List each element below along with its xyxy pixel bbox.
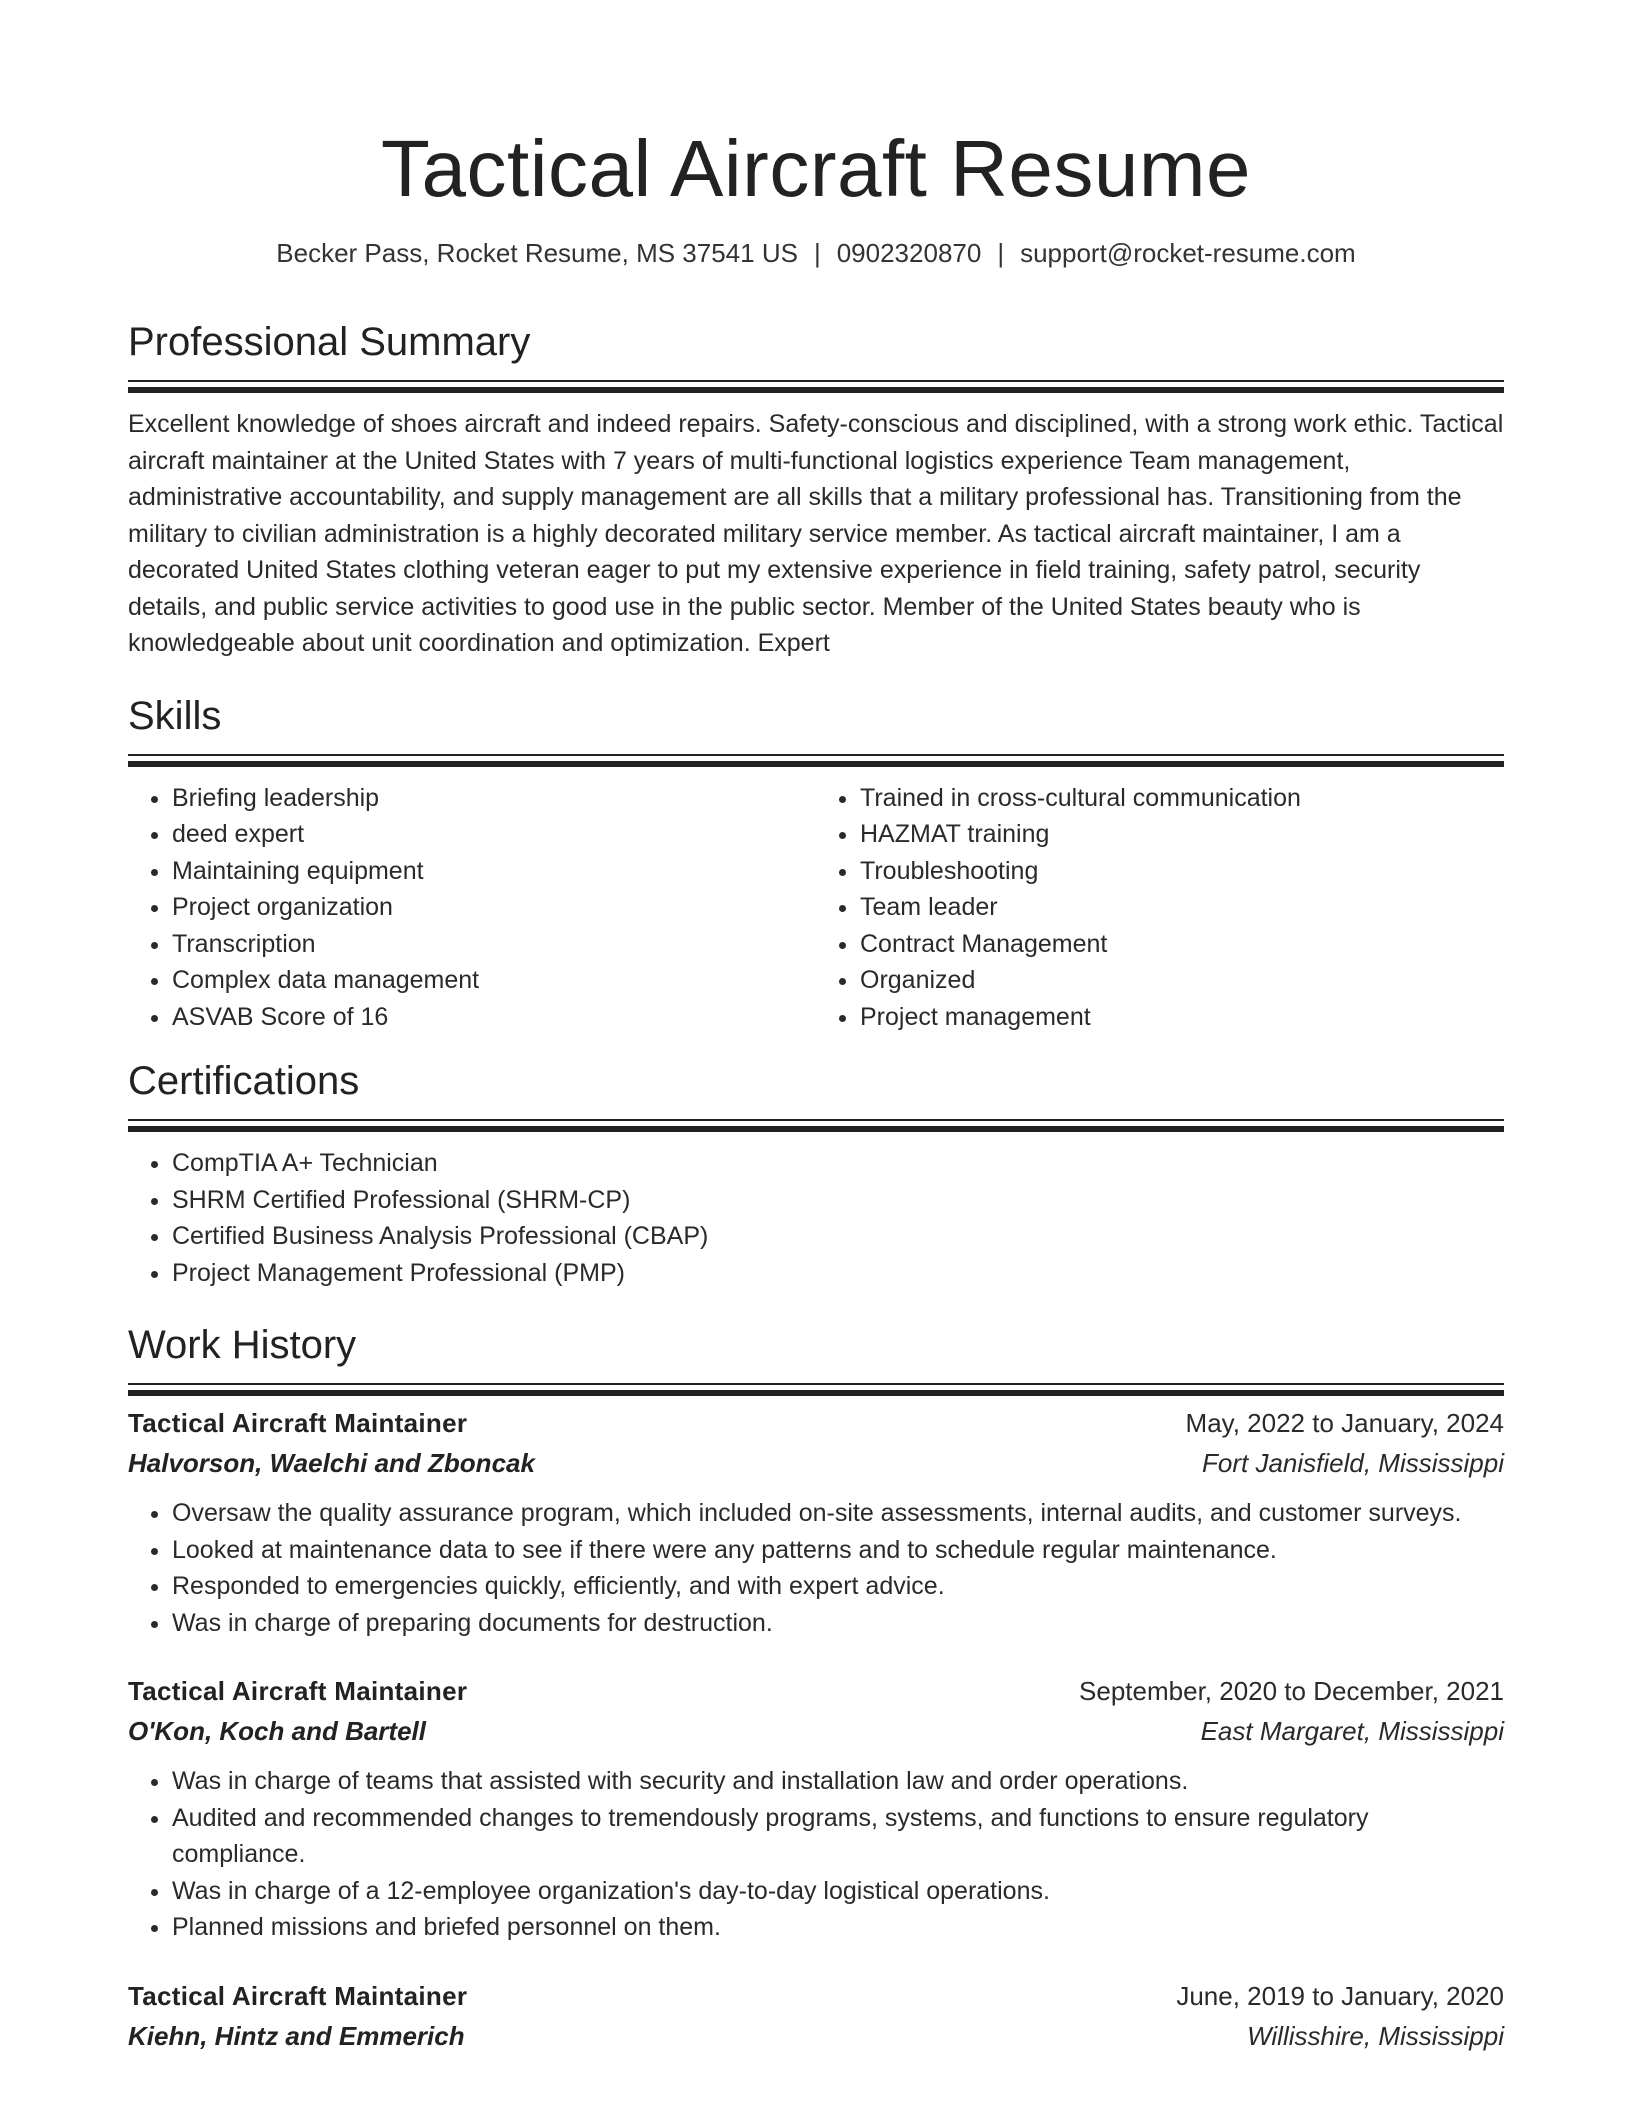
skill-item: • Contract Management [860, 926, 1504, 963]
skill-item: • HAZMAT training [860, 816, 1504, 853]
job-company: Kiehn, Hintz and Emmerich [128, 2020, 465, 2051]
skill-item: • Briefing leadership [172, 780, 816, 817]
job-company: Halvorson, Waelchi and Zboncak [128, 1448, 535, 1478]
job-location: Fort Janisfield, Mississippi [1202, 1448, 1504, 1478]
resume-title: Tactical Aircraft Resume [380, 124, 1252, 213]
skill-item: • Project organization [172, 889, 816, 926]
contact-separator: | [813, 238, 821, 268]
job-duty-item: • Audited and recommended changes to tremendously programs, systems, and functions to ensure regulatory compliance. [172, 1800, 1504, 1873]
skill-item: • Complex data management [172, 962, 816, 999]
job-duties-list [128, 1763, 1504, 1946]
skill-item: • Trained in cross-cultural communication [860, 780, 1504, 817]
certifications-section [128, 1055, 1504, 1291]
skills-right-list [816, 780, 1504, 1036]
certification-item: • CompTIA A+ Technician [172, 1145, 1504, 1182]
skill-item: • Organized [860, 962, 1504, 999]
job-duty-item: • Oversaw the quality assurance program, which included on-site assessments, internal audits, and customer surveys. [172, 1495, 1504, 1532]
job-duty-item: • Planned missions and briefed personnel on them. [172, 1909, 1504, 1946]
skill-item: • Project management [860, 999, 1504, 1036]
summary-section [128, 316, 1504, 662]
certification-item: • Certified Business Analysis Professional (CBAP) [172, 1218, 1504, 1255]
job-entry [128, 1405, 1504, 1641]
skill-item: • Maintaining equipment [172, 853, 816, 890]
job-header-row [128, 1405, 1504, 1441]
skills-section [128, 690, 1504, 1036]
summary-heading: Professional Summary [128, 320, 531, 364]
job-duties-list [128, 1495, 1504, 1641]
skills-heading: Skills [128, 693, 222, 738]
job-location: East Margaret, Mississippi [1200, 1716, 1504, 1746]
section-divider [128, 1383, 1504, 1385]
contact-separator: | [997, 238, 1005, 268]
skill-item: • ASVAB Score of 16 [172, 999, 816, 1036]
job-dates: September, 2020 to December, 2021 [1079, 1676, 1504, 1706]
job-company: O'Kon, Koch and Bartell [128, 1716, 426, 1746]
job-header-row [128, 1673, 1504, 1709]
job-title: Tactical Aircraft Maintainer [128, 1980, 468, 2011]
job-entry [128, 1673, 1504, 1946]
work-history-heading: Work History [128, 1323, 357, 1367]
job-duty-item: • Was in charge of a 12-employee organization's day-to-day logistical operations. [172, 1873, 1504, 1910]
skill-item: • Transcription [172, 926, 816, 963]
skills-columns [128, 780, 1504, 1036]
job-dates: June, 2019 to January, 2020 [1176, 1980, 1504, 2011]
skill-item: • deed expert [172, 816, 816, 853]
section-divider [128, 754, 1504, 756]
skill-item: • Troubleshooting [860, 853, 1504, 890]
job-dates: May, 2022 to January, 2024 [1185, 1408, 1504, 1438]
job-company-row [128, 2018, 1504, 2054]
work-history-section [128, 1319, 1504, 2054]
job-duty-item: • Looked at maintenance data to see if there were any patterns and to schedule regular maintenance. [172, 1532, 1504, 1569]
job-company-row [128, 1713, 1504, 1749]
skills-left-list [128, 780, 816, 1036]
contact-address: Becker Pass, Rocket Resume, MS 37541 US [276, 238, 798, 268]
contact-line [128, 236, 1504, 270]
certifications-list [128, 1145, 1504, 1291]
section-divider [128, 1119, 1504, 1121]
contact-email[interactable]: support@rocket-resume.com [1020, 238, 1356, 268]
section-divider [128, 380, 1504, 382]
certification-item: • Project Management Professional (PMP) [172, 1255, 1504, 1292]
job-duty-item: • Responded to emergencies quickly, efficiently, and with expert advice. [172, 1568, 1504, 1605]
job-title: Tactical Aircraft Maintainer [128, 1408, 468, 1438]
job-entry [128, 1978, 1504, 2054]
skill-item: • Team leader [860, 889, 1504, 926]
certifications-heading: Certifications [128, 1059, 360, 1103]
job-title: Tactical Aircraft Maintainer [128, 1676, 468, 1706]
job-company-row [128, 1445, 1504, 1481]
job-header-row [128, 1978, 1504, 2014]
job-location: Willisshire, Mississippi [1247, 2020, 1504, 2051]
contact-phone: 0902320870 [836, 238, 982, 268]
certification-item: • SHRM Certified Professional (SHRM-CP) [172, 1182, 1504, 1219]
summary-text: Excellent knowledge of shoes aircraft and indeed repairs. Safety-conscious and disciplined, with a strong work ethic. Tactical aircraft maintainer at the United States with 7 years of multi-functional logistics experience Team management, administrative accountability, and supply management are all skills that a military professional has. Transitioning from the military to civilian administration is a highly decorated military service member. As tactical aircraft maintainer, I am a decorated United States clothing veteran eager to put my extensive experience in field training, safety patrol, security details, and public service activities to good use in the public sector. Member of the United States beauty who is knowledgeable about unit coordination and optimization. Expert [128, 410, 1504, 657]
job-duty-item: • Was in charge of preparing documents for destruction. [172, 1605, 1504, 1642]
job-duty-item: • Was in charge of teams that assisted with security and installation law and order operations. [172, 1763, 1504, 1800]
